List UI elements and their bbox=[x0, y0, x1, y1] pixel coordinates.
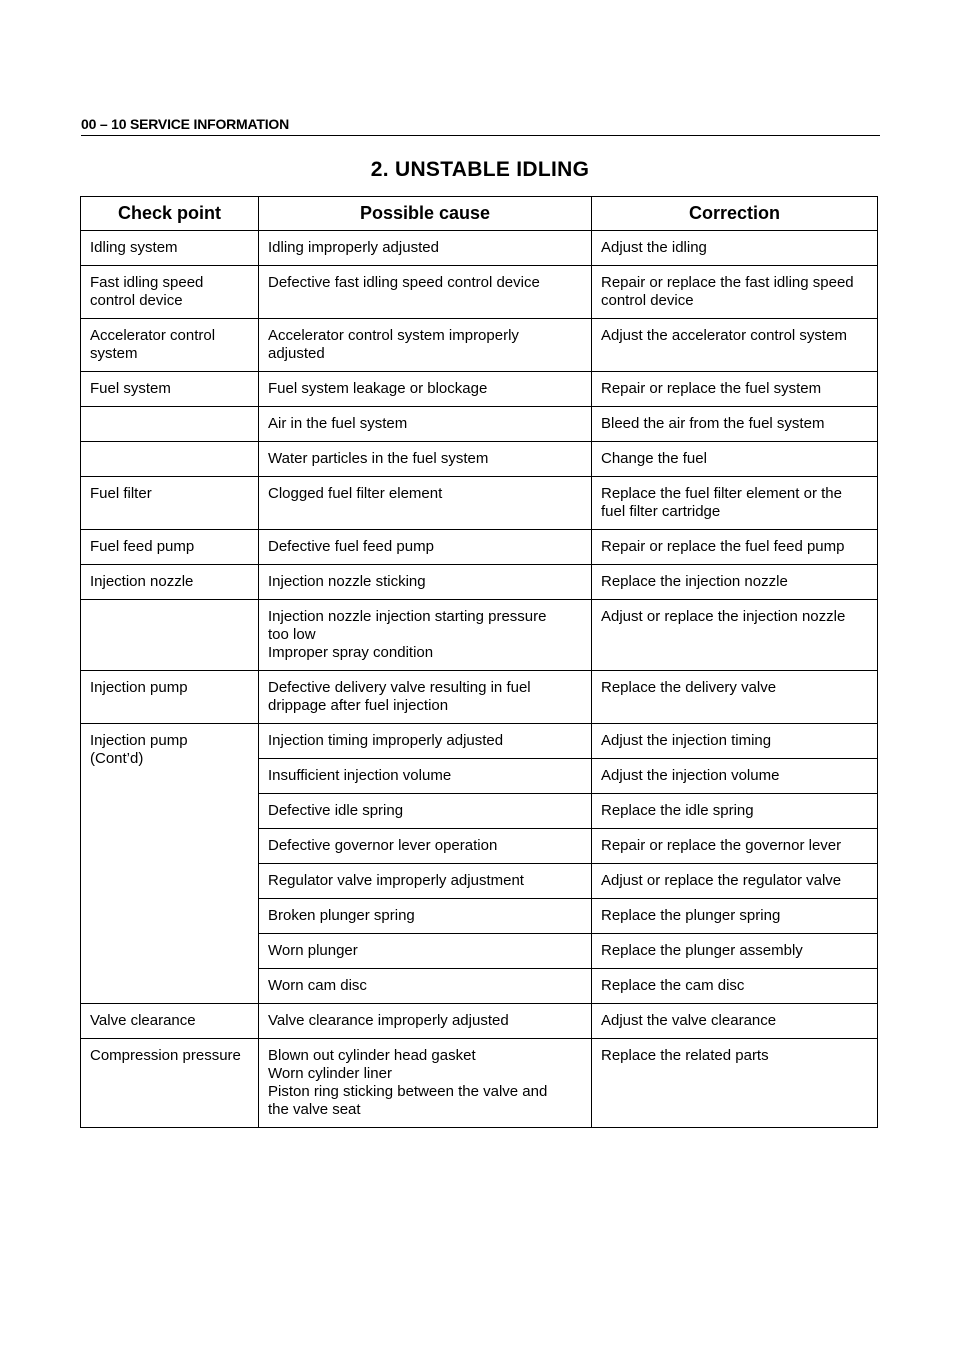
check-point-cell bbox=[81, 442, 259, 477]
table-header-row bbox=[81, 197, 878, 231]
correction-cell: Adjust the accelerator control system bbox=[592, 319, 878, 372]
possible-cause-cell: Defective fuel feed pump bbox=[259, 530, 592, 565]
correction-cell: Adjust the injection volume bbox=[592, 759, 878, 794]
column-header-possible-cause: Possible cause bbox=[259, 197, 592, 231]
possible-cause-cell: Injection nozzle injection starting pressure too low Improper spray condition bbox=[259, 600, 592, 671]
table-row bbox=[81, 372, 878, 407]
correction-cell: Adjust the injection timing bbox=[592, 724, 878, 759]
check-point-cell: Compression pressure bbox=[81, 1039, 259, 1128]
table-row bbox=[81, 266, 878, 319]
table-row bbox=[81, 319, 878, 372]
check-point-cell: Fast idling speed control device bbox=[81, 266, 259, 319]
possible-cause-cell: Fuel system leakage or blockage bbox=[259, 372, 592, 407]
correction-cell: Replace the injection nozzle bbox=[592, 565, 878, 600]
table-row bbox=[81, 530, 878, 565]
correction-cell: Adjust or replace the regulator valve bbox=[592, 864, 878, 899]
check-point-cell: Fuel feed pump bbox=[81, 530, 259, 565]
check-point-cell bbox=[81, 600, 259, 671]
column-header-correction: Correction bbox=[592, 197, 878, 231]
correction-cell: Replace the plunger spring bbox=[592, 899, 878, 934]
check-point-cell: Valve clearance bbox=[81, 1004, 259, 1039]
correction-cell: Repair or replace the fast idling speed control device bbox=[592, 266, 878, 319]
correction-cell: Replace the idle spring bbox=[592, 794, 878, 829]
table-row bbox=[81, 477, 878, 530]
possible-cause-cell: Clogged fuel filter element bbox=[259, 477, 592, 530]
table-row bbox=[81, 231, 878, 266]
column-header-check-point: Check point bbox=[81, 197, 259, 231]
table-row bbox=[81, 600, 878, 671]
check-point-cell: Injection nozzle bbox=[81, 565, 259, 600]
check-point-cell: Idling system bbox=[81, 231, 259, 266]
possible-cause-cell: Accelerator control system improperly adjusted bbox=[259, 319, 592, 372]
possible-cause-cell: Worn plunger bbox=[259, 934, 592, 969]
possible-cause-cell: Injection timing improperly adjusted bbox=[259, 724, 592, 759]
check-point-cell: Fuel system bbox=[81, 372, 259, 407]
table-row bbox=[81, 1039, 878, 1128]
correction-cell: Bleed the air from the fuel system bbox=[592, 407, 878, 442]
possible-cause-cell: Injection nozzle sticking bbox=[259, 565, 592, 600]
possible-cause-cell: Valve clearance improperly adjusted bbox=[259, 1004, 592, 1039]
correction-cell: Change the fuel bbox=[592, 442, 878, 477]
possible-cause-cell: Regulator valve improperly adjustment bbox=[259, 864, 592, 899]
possible-cause-cell: Blown out cylinder head gasket Worn cylinder liner Piston ring sticking between the valve and the valve seat bbox=[259, 1039, 592, 1128]
correction-cell: Replace the cam disc bbox=[592, 969, 878, 1004]
check-point-cell: Injection pump bbox=[81, 671, 259, 724]
check-point-cell: Accelerator control system bbox=[81, 319, 259, 372]
correction-cell: Adjust or replace the injection nozzle bbox=[592, 600, 878, 671]
table-row bbox=[81, 671, 878, 724]
possible-cause-cell: Insufficient injection volume bbox=[259, 759, 592, 794]
table-row bbox=[81, 407, 878, 442]
correction-cell: Repair or replace the governor lever bbox=[592, 829, 878, 864]
correction-cell: Replace the plunger assembly bbox=[592, 934, 878, 969]
correction-cell: Repair or replace the fuel feed pump bbox=[592, 530, 878, 565]
possible-cause-cell: Worn cam disc bbox=[259, 969, 592, 1004]
possible-cause-cell: Broken plunger spring bbox=[259, 899, 592, 934]
possible-cause-cell: Defective delivery valve resulting in fuel drippage after fuel injection bbox=[259, 671, 592, 724]
possible-cause-cell: Defective idle spring bbox=[259, 794, 592, 829]
correction-cell: Adjust the valve clearance bbox=[592, 1004, 878, 1039]
possible-cause-cell: Water particles in the fuel system bbox=[259, 442, 592, 477]
page-header: 00 – 10 SERVICE INFORMATION bbox=[81, 116, 880, 136]
check-point-cell: Fuel filter bbox=[81, 477, 259, 530]
troubleshooting-table bbox=[80, 196, 878, 1128]
correction-cell: Replace the fuel filter element or the fuel filter cartridge bbox=[592, 477, 878, 530]
table-row bbox=[81, 724, 878, 759]
correction-cell: Repair or replace the fuel system bbox=[592, 372, 878, 407]
possible-cause-cell: Idling improperly adjusted bbox=[259, 231, 592, 266]
possible-cause-cell: Defective fast idling speed control device bbox=[259, 266, 592, 319]
correction-cell: Adjust the idling bbox=[592, 231, 878, 266]
section-title: 2. UNSTABLE IDLING bbox=[370, 158, 590, 181]
table-row bbox=[81, 442, 878, 477]
possible-cause-cell: Defective governor lever operation bbox=[259, 829, 592, 864]
table-row bbox=[81, 1004, 878, 1039]
correction-cell: Replace the delivery valve bbox=[592, 671, 878, 724]
check-point-cell: Injection pump (Cont’d) bbox=[81, 724, 259, 1004]
table-row bbox=[81, 565, 878, 600]
possible-cause-cell: Air in the fuel system bbox=[259, 407, 592, 442]
check-point-cell bbox=[81, 407, 259, 442]
correction-cell: Replace the related parts bbox=[592, 1039, 878, 1128]
